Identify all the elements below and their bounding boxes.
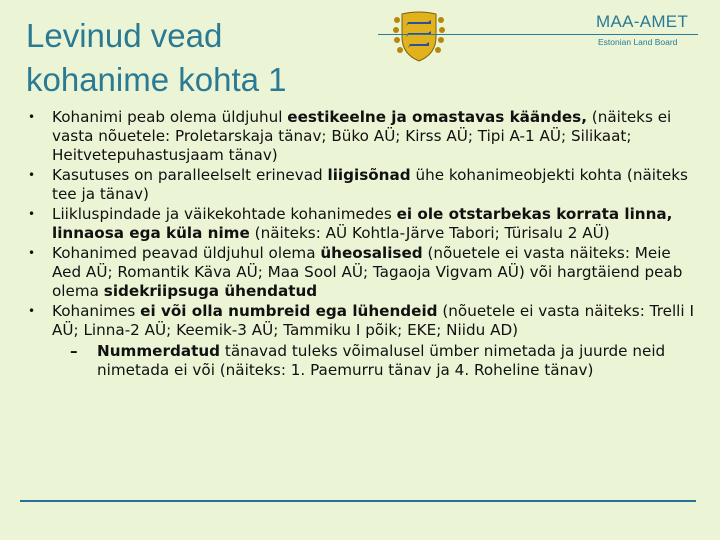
bullet-bold-text: liigisõnad: [327, 166, 411, 184]
estonian-coat-of-arms-icon: [393, 10, 445, 64]
slide-title: [26, 14, 287, 102]
bullet-item: [26, 205, 702, 243]
bullet-text: (nõuetele ei vasta näiteks: Trelli I AÜ; Linna-2 AÜ; Keemik-3 AÜ; Tammiku I põik; EKE; Niidu AD): [52, 302, 694, 339]
bullet-item: [26, 244, 702, 301]
slide-title-line-2: kohanime kohta 1: [26, 61, 287, 98]
bullet-bold-text: ei ole otstarbekas korrata linna, linnaosa ega küla nime: [52, 205, 673, 242]
bullet-bold-text: eestikeelne ja omastavas käändes,: [287, 108, 587, 126]
maa-amet-logo: MAA-AMET: [596, 12, 689, 31]
bullet-text: Kohanimed peavad üldjuhul olema: [52, 244, 321, 262]
header-divider: [378, 34, 698, 35]
bullet-item: [26, 108, 702, 165]
bullet-text: (nõuetele ei vasta näiteks: Meie Aed AÜ; Romantik Käva AÜ; Maa Sool AÜ; Tagaoja Vigvam AÜ) või hargtäiend peab olema: [52, 244, 683, 300]
sub-bullet-bold-text: Nummerdatud: [97, 342, 221, 360]
bullet-text: Liikluspindade ja väikekohtade kohanimedes: [52, 205, 397, 223]
bullet-text: (näiteks ei vasta nõuetele: Proletarskaja tänav; Büko AÜ; Kirss AÜ; Tipi A-1 AÜ; Silikaat; Heitvetepuhastusjaam tänav): [52, 108, 672, 164]
bullet-text: (näiteks: AÜ Kohtla-Järve Tabori; Türisalu 2 AÜ): [249, 224, 610, 242]
bullet-item: [26, 166, 702, 204]
sub-bullet-text: tänavad tuleks võimalusel ümber nimetada ja juurde neid nimetada ei või (näiteks: 1. Paemurru tänav ja 4. Roheline tänav): [97, 342, 666, 379]
footer-divider: [20, 500, 696, 502]
bullet-text: Kohanimes: [52, 302, 141, 320]
maa-amet-logo-subtitle: Estonian Land Board: [598, 37, 678, 47]
bullet-text: Kasutuses on paralleelselt erinevad: [52, 166, 328, 184]
bullet-item: [26, 302, 702, 380]
bullet-bold-text: üheosalised: [320, 244, 423, 262]
sub-bullet-list: [52, 342, 702, 380]
bullet-bold-text: sidekriipsuga ühendatud: [103, 282, 318, 300]
bullet-text: ühe kohanimeobjekti kohta (näiteks tee ja tänav): [52, 166, 688, 203]
slide-title-line-1: Levinud vead: [26, 17, 223, 54]
bullet-text: Kohanimi peab olema üldjuhul: [52, 108, 288, 126]
bullet-list: [26, 108, 702, 381]
sub-bullet-item: [64, 342, 702, 380]
bullet-bold-text: ei või olla numbreid ega lühendeid: [140, 302, 438, 320]
